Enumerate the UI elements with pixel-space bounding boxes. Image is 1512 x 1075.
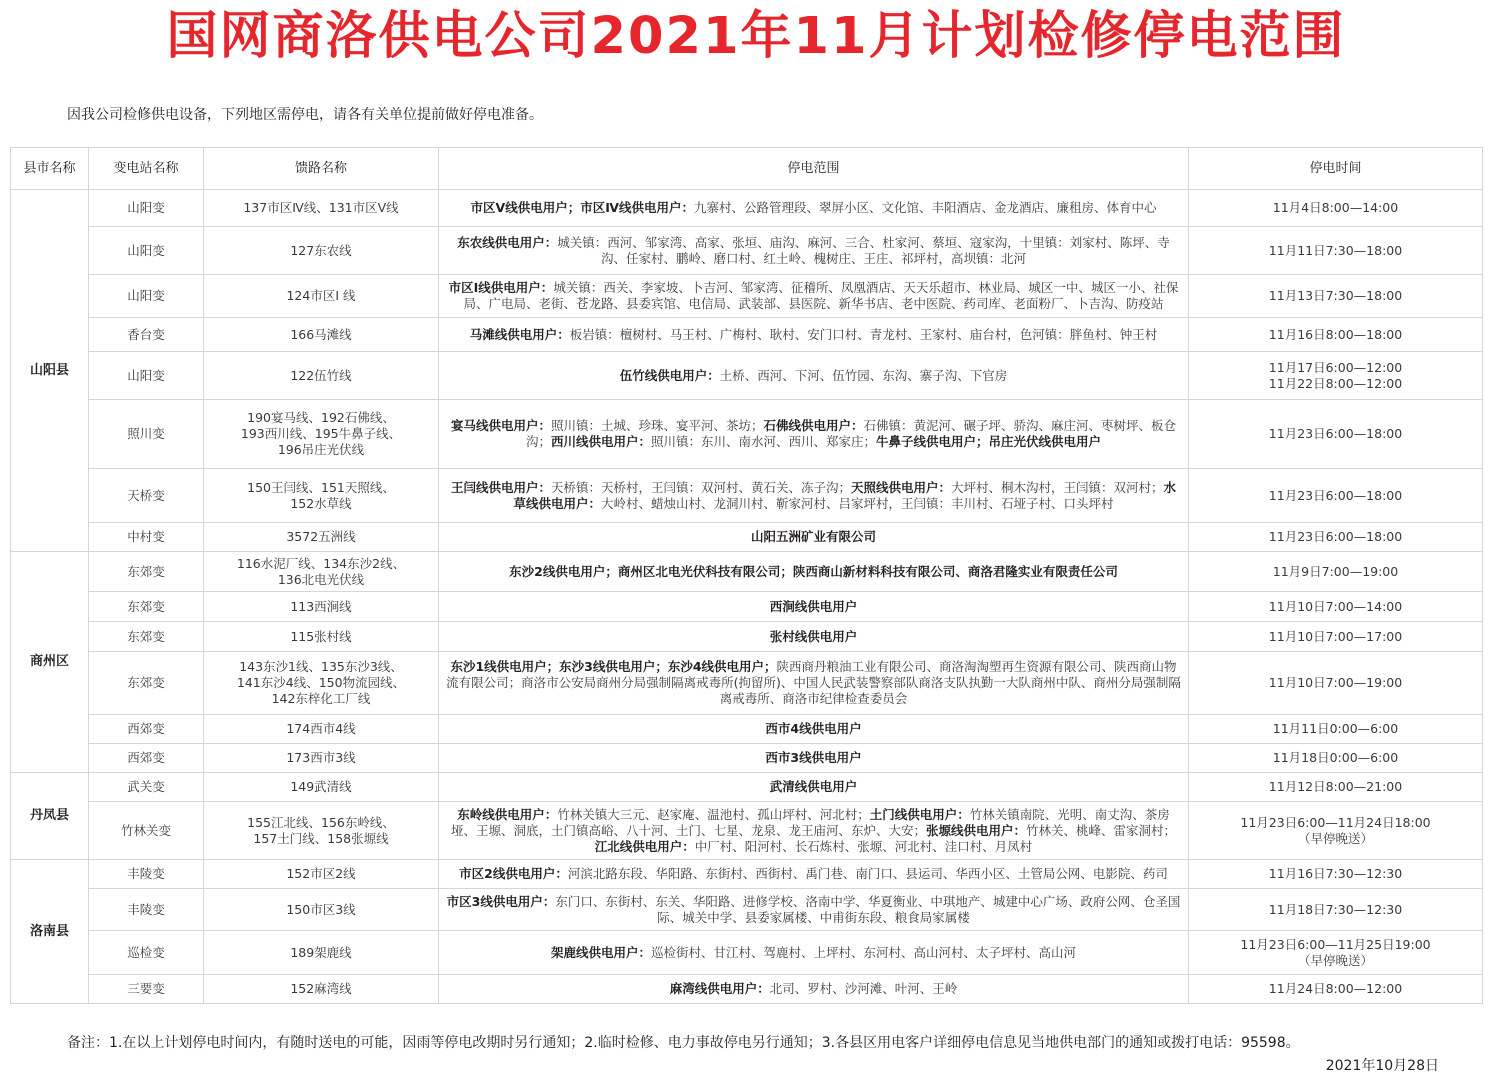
station-cell: 三要变 [89,975,204,1004]
time-cell [1189,400,1483,469]
feeder-cell [204,652,439,715]
feeder-cell [204,622,439,652]
station-cell: 巡检变 [89,931,204,975]
table-row [11,622,1483,652]
time-line: 11月22日8:00—12:00 [1268,375,1403,391]
feeder-line: 116水泥厂线、134东沙2线、 [236,555,406,571]
feeder-cell [204,523,439,552]
feeder-line: 141东沙4线、150物流园线、 [236,675,406,690]
time-cell [1189,190,1483,227]
table-row [11,275,1483,318]
scope-segment: 竹林关镇大三元、赵家庵、温池村、孤山坪村、河北村； [557,806,870,822]
feeder-cell [204,715,439,744]
table-row [11,469,1483,523]
table-row [11,592,1483,622]
time-cell [1189,715,1483,744]
time-line: 11月23日6:00—18:00 [1268,426,1403,441]
county-cell: 丹凤县 [11,773,89,860]
station-cell: 西郊变 [89,715,204,744]
feeder-line: 152麻湾线 [290,981,352,996]
time-cell [1189,552,1483,592]
scope-bold-segment: 江北线供电用户： [594,838,695,854]
feeder-line: 152水草线 [290,495,352,511]
feeder-line: 113西涧线 [290,598,352,614]
scope-cell [439,318,1189,352]
publish-date: 2021年10月28日 [1325,1058,1439,1074]
table-row [11,652,1483,715]
outage-table [10,147,1483,1004]
time-line: 11月4日8:00—14:00 [1272,200,1399,215]
scope-bold-segment: 土门线供电用户： [869,806,970,822]
time-cell [1189,523,1483,552]
table-row [11,190,1483,227]
station-cell: 中村变 [89,523,204,552]
header-time: 停电时间 [1189,148,1483,190]
scope-bold-segment: 西川线供电用户： [550,434,651,449]
scope-segment: 竹林关、桃峰、雷家洞村； [1026,822,1177,838]
scope-bold-segment: 麻湾线供电用户： [669,981,770,996]
station-cell: 山阳变 [89,275,204,318]
table-row [11,715,1483,744]
scope-bold-segment: 张塬线供电用户： [925,822,1026,838]
feeder-line: 157土门线、158张塬线 [253,830,389,846]
scope-bold-segment: 东农线供电用户： [457,234,558,250]
time-line: （早停晚送） [1297,952,1373,968]
time-cell [1189,275,1483,318]
station-cell: 竹林关变 [89,802,204,860]
station-cell: 照川变 [89,400,204,469]
scope-segment: 河滨北路东段、华阳路、东街村、西街村、禹门巷、南门口、县运司、华西小区、土管局公网、电影院、药司 [567,866,1168,881]
feeder-line: 127东农线 [290,242,352,258]
table-row [11,352,1483,400]
scope-segment: 大岭村、蜡烛山村、龙洞川村、靳家河村、吕家坪村，王闫镇：丰川村、石垭子村、口头坪村 [601,495,1114,511]
scope-cell [439,552,1189,592]
feeder-line: 189架鹿线 [290,944,352,960]
time-line: 11月23日6:00—18:00 [1268,529,1403,544]
intro-text: 因我公司检修供电设备，下列地区需停电，请各有关单位提前做好停电准备。 [67,107,543,123]
scope-segment: 大坪村、桐木沟村，王闫镇：双河村； [951,479,1164,495]
scope-bold-segment: 宴马线供电用户： [450,418,551,433]
table-row [11,227,1483,275]
scope-cell [439,275,1189,318]
time-cell [1189,227,1483,275]
station-cell: 山阳变 [89,190,204,227]
scope-segment: 城关镇：西河、邹家湾、高家、张垣、庙沟、麻河、三合、杜家河、蔡垣、寇家沟，十里镇：刘家村、陈坪、寺沟、任家村、鹏岭、磨口村、红土岭、槐树庄、王庄、祁坪村，高坝镇：北河 [557,234,1170,266]
scope-bold-segment: 牛鼻子线供电用户；吊庄光伏线供电用户 [876,434,1102,449]
feeder-cell [204,860,439,889]
scope-cell [439,715,1189,744]
scope-cell [439,652,1189,715]
table-row [11,860,1483,889]
footnote: 备注：1.在以上计划停电时间内，有随时送电的可能，因雨等停电改期时另行通知；2.临时检修、电力事故停电另行通知；3.各县区用电客户详细停电信息见当地供电部门的通知或拨打电话：95598。 [67,1035,1300,1051]
feeder-line: 174西市4线 [286,721,356,736]
time-cell [1189,592,1483,622]
scope-bold-segment: 水草线供电用户： [513,479,1177,511]
time-cell [1189,773,1483,802]
scope-segment: 石佛镇：黄泥河、碾子坪、骄沟、麻庄河、枣树坪、板仓沟； [525,418,1177,449]
scope-cell [439,975,1189,1004]
station-cell: 东郊变 [89,552,204,592]
county-cell: 山阳县 [11,190,89,552]
time-line: 11月12日8:00—21:00 [1268,779,1403,794]
feeder-cell [204,592,439,622]
scope-bold-segment: 市区Ⅰ线供电用户： [448,280,554,295]
feeder-line: 190宴马线、192石佛线、 [247,410,395,425]
page-title: 国网商洛供电公司2021年11月计划检修停电范围 [166,7,1346,66]
scope-bold-segment: 市区2线供电用户： [459,866,568,881]
scope-bold-segment: 伍竹线供电用户： [619,367,720,383]
station-cell: 丰陵变 [89,860,204,889]
scope-segment: 中厂村、阳河村、长石炼村、张塬、河北村、洼口村、月凤村 [694,838,1033,854]
feeder-cell [204,552,439,592]
time-line: 11月16日8:00—18:00 [1268,326,1403,342]
scope-bold-segment: 王闫线供电用户： [450,479,551,495]
feeder-line: 142东梓化工厂线 [271,691,371,706]
feeder-line: 115张村线 [290,628,352,644]
feeder-cell [204,889,439,931]
station-cell: 香台变 [89,318,204,352]
table-row [11,931,1483,975]
feeder-cell [204,352,439,400]
header-scope: 停电范围 [439,148,1189,190]
time-cell [1189,744,1483,773]
station-cell: 西郊变 [89,744,204,773]
scope-segment: 照川镇：土城、珍珠、宴平河、茶坊； [550,418,764,433]
scope-segment: 北司、罗村、沙河滩、叶河、王岭 [769,981,958,996]
time-line: 11月23日6:00—11月25日19:00 [1240,936,1431,952]
scope-cell [439,592,1189,622]
time-line: 11月16日7:30—12:30 [1268,866,1403,881]
scope-bold-segment: 马滩线供电用户： [469,326,570,342]
scope-segment: 照川镇：东川、南水河、西川、郑家庄； [651,434,877,449]
table-header-row [11,148,1483,190]
scope-bold-segment: 西市4线供电用户 [765,721,862,736]
scope-cell [439,931,1189,975]
feeder-line: 137市区Ⅳ线、131市区Ⅴ线 [243,200,399,215]
time-line: 11月10日7:00—19:00 [1268,675,1403,690]
time-line: 11月11日7:30—18:00 [1268,242,1403,258]
scope-segment: 九寨村、公路管理段、翠屏小区、文化馆、丰阳酒店、金龙酒店、廉租房、体育中心 [693,200,1157,215]
scope-segment: 陕西商丹粮油工业有限公司、商洛淘淘塑再生资源有限公司、陕西商山物流有限公司；商洛市公安局商州分局强制隔离戒毒所(拘留所)、中国人民武装警察部队商洛支队执勤一大队商州中队、商州分局强制隔离戒毒所、商洛市纪律检查委员会 [446,659,1181,706]
time-line: 11月23日6:00—18:00 [1268,487,1403,503]
scope-bold-segment: 张村线供电用户 [769,628,858,644]
time-line: 11月17日6:00—12:00 [1268,359,1403,375]
feeder-cell [204,400,439,469]
feeder-line: 150市区3线 [286,901,356,917]
station-cell: 丰陵变 [89,889,204,931]
scope-bold-segment: 东岭线供电用户： [457,806,558,822]
station-cell: 山阳变 [89,352,204,400]
feeder-line: 143东沙1线、135东沙3线、 [239,659,403,674]
feeder-cell [204,931,439,975]
scope-cell [439,860,1189,889]
feeder-cell [204,802,439,860]
scope-bold-segment: 天照线供电用户： [850,479,951,495]
scope-cell [439,744,1189,773]
table-row [11,523,1483,552]
table-row [11,975,1483,1004]
time-cell [1189,975,1483,1004]
time-cell [1189,802,1483,860]
scope-bold-segment: 武清线供电用户 [769,779,858,794]
station-cell: 武关变 [89,773,204,802]
table-row [11,744,1483,773]
feeder-line: 166马滩线 [290,326,352,342]
county-cell: 洛南县 [11,860,89,1004]
station-cell: 天桥变 [89,469,204,523]
feeder-line: 173西市3线 [286,750,356,765]
time-cell [1189,318,1483,352]
time-cell [1189,622,1483,652]
scope-segment: 土桥、西河、下河、伍竹园、东沟、寨子沟、下官房 [719,367,1008,383]
county-cell: 商州区 [11,552,89,773]
scope-bold-segment: 西市3线供电用户 [765,750,862,765]
time-line: 11月18日7:30—12:30 [1268,901,1403,917]
station-cell: 山阳变 [89,227,204,275]
scope-cell [439,227,1189,275]
time-line: （早停晚送） [1297,830,1373,846]
feeder-line: 136北电光伏线 [277,571,365,587]
feeder-cell [204,190,439,227]
header-feeder: 馈路名称 [204,148,439,190]
table-body [11,190,1483,1004]
scope-segment: 巡检街村、甘江村、驾鹿村、上坪村、东河村、高山河村、太子坪村、高山河 [651,944,1077,960]
time-line: 11月13日7:30—18:00 [1268,288,1403,303]
scope-segment: 东门口、东街村、东关、华阳路、进修学校、洛南中学、华夏衡业、中琪地产、城建中心广场、政府公网、仓圣国际、城关中学、县委家属楼、中甫街东段、粮食局家属楼 [555,893,1181,925]
time-cell [1189,652,1483,715]
scope-bold-segment: 石佛线供电用户： [763,418,864,433]
time-cell [1189,860,1483,889]
time-cell [1189,469,1483,523]
scope-bold-segment: 东沙1线供电用户；东沙3线供电用户；东沙4线供电用户； [450,659,777,674]
scope-cell [439,773,1189,802]
scope-cell [439,523,1189,552]
table-row [11,400,1483,469]
station-cell: 东郊变 [89,592,204,622]
table-row [11,318,1483,352]
feeder-cell [204,275,439,318]
feeder-line: 122伍竹线 [290,367,352,383]
feeder-cell [204,227,439,275]
feeder-cell [204,744,439,773]
scope-bold-segment: 架鹿线供电用户： [550,944,651,960]
scope-segment: 城关镇：西关、李家坡、卜吉河、邹家湾、征稽所、凤凰酒店、天天乐超市、林业局、城区一中、城区一小、社保局、广电局、老街、苍龙路、县委宾馆、电信局、武装部、县医院、新华书店、老中医院、药司库、老面粉厂、卜吉沟、防疫站 [463,280,1179,311]
scope-cell [439,802,1189,860]
table-row [11,552,1483,592]
feeder-line: 193西川线、195牛鼻子线、 [240,426,402,441]
time-line: 11月9日7:00—19:00 [1272,563,1399,579]
table-row [11,773,1483,802]
feeder-line: 150王闫线、151天照线、 [247,479,395,495]
time-line: 11月11日0:00—6:00 [1272,721,1399,736]
scope-cell [439,889,1189,931]
station-cell: 东郊变 [89,622,204,652]
scope-bold-segment: 山阳五洲矿业有限公司 [750,529,876,544]
scope-bold-segment: 东沙2线供电用户；商州区北电光伏科技有限公司；陕西商山新材料科技有限公司、商洛君隆实业有限责任公司 [509,563,1118,579]
scope-cell [439,190,1189,227]
scope-cell [439,400,1189,469]
time-line: 11月18日0:00—6:00 [1272,750,1399,765]
feeder-line: 196吊庄光伏线 [277,442,365,457]
scope-cell [439,352,1189,400]
feeder-line: 149武清线 [290,779,352,794]
station-cell: 东郊变 [89,652,204,715]
scope-segment: 竹林关镇南院、光明、南丈沟、茶房垭、王塬、洞底，土门镇高峪、八十河、土门、七星、龙泉、龙王庙河、东炉、大安； [450,806,1170,838]
scope-segment: 板岩镇：檀树村、马王村、广梅村、耿村、安门口村、青龙村、王家村、庙台村，色河镇：胖鱼村、钟王村 [569,326,1158,342]
feeder-line: 152市区2线 [286,866,356,881]
header-county: 县市名称 [11,148,89,190]
time-line: 11月23日6:00—11月24日18:00 [1240,814,1431,830]
feeder-line: 124市区Ⅰ 线 [286,288,356,303]
scope-bold-segment: 市区3线供电用户： [446,893,556,909]
table-row [11,889,1483,931]
time-line: 11月24日8:00—12:00 [1268,981,1403,996]
time-cell [1189,352,1483,400]
feeder-cell [204,773,439,802]
scope-segment: 天桥镇：天桥村，王闫镇：双河村、黄石关、冻子沟； [550,479,851,495]
feeder-line: 155江北线、156东岭线、 [247,814,395,830]
header-station: 变电站名称 [89,148,204,190]
feeder-cell [204,469,439,523]
time-cell [1189,889,1483,931]
scope-bold-segment: 市区Ⅴ线供电用户；市区Ⅳ线供电用户： [470,200,694,215]
feeder-cell [204,975,439,1004]
table-row [11,802,1483,860]
scope-bold-segment: 西涧线供电用户 [769,598,858,614]
scope-cell [439,469,1189,523]
time-line: 11月10日7:00—17:00 [1268,628,1403,644]
feeder-cell [204,318,439,352]
time-line: 11月10日7:00—14:00 [1268,598,1403,614]
scope-cell [439,622,1189,652]
time-cell [1189,931,1483,975]
feeder-line: 3572五洲线 [286,529,356,544]
